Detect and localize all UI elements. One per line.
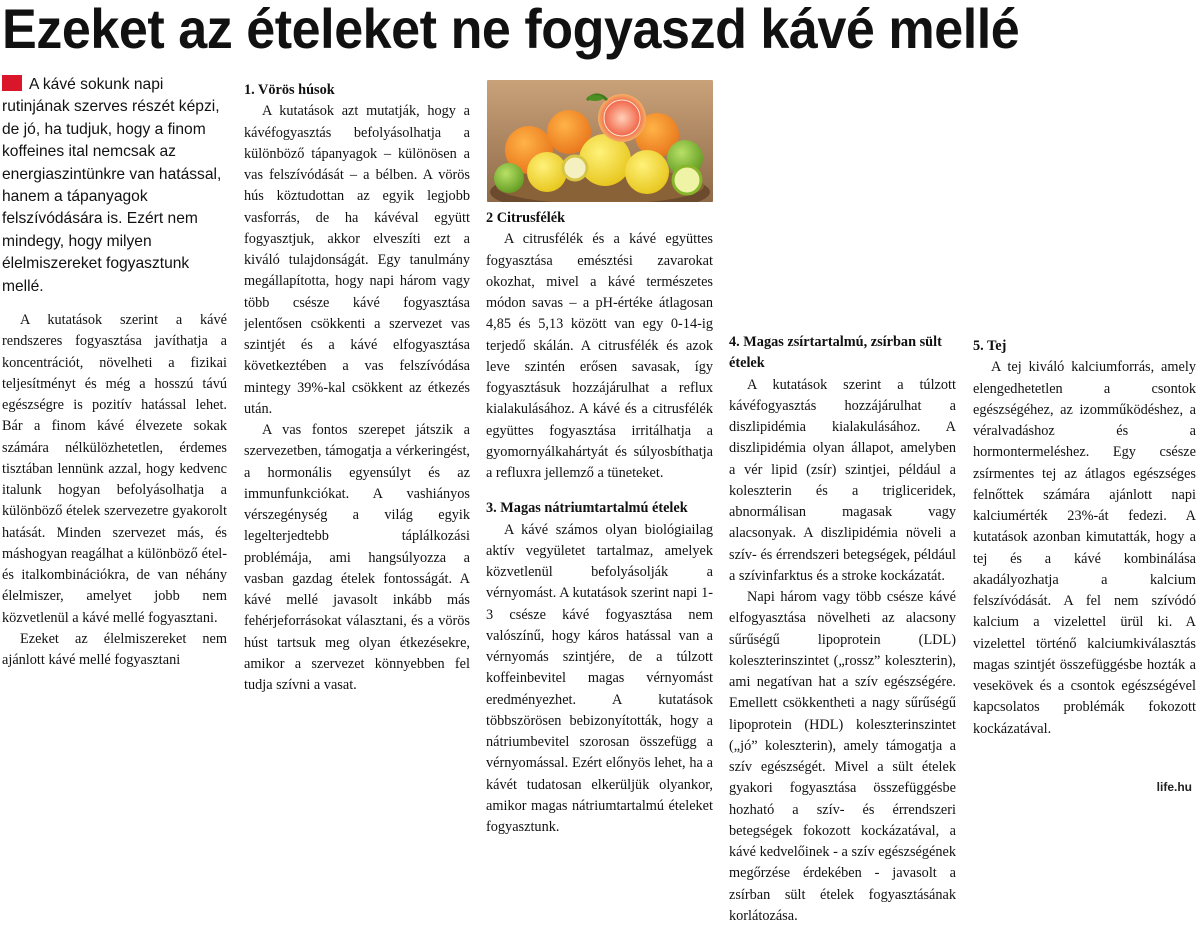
column-5: [973, 80, 1196, 740]
red-square-marker: [2, 75, 22, 91]
section-paragraph: Napi három vagy több csésze kávé elfogyasztása növelheti az alacsony sűrűségű lipoprotein (LDL) koleszterinszintet („rossz” koleszterin), ami negatívan hat a szív egészségére. Emellett csökkentheti a nagy sűrűségű lipoprotein (HDL) koleszterinszintet („jó” koleszterin), amely támogatja a szív egészségét. Mivel a sült ételek gyakori fogyasztása összefüggésbe hozható a szív- és érrendszeri betegségek fokozott kockázatával, a kávé kedvelőinek - a szív egészségének megőrzése érdekében - javasolt a zsírban sült ételek fogyasztásának korlátozása.: [729, 589, 956, 924]
column-4-continuation-space: [729, 80, 956, 332]
headline: Ezeket az ételeket ne fogyaszd kávé mellé: [2, 0, 1020, 60]
section-paragraph: A kávé számos olyan biológiailag aktív vegyületet tartalmaz, amelyek közvetlenül befolyásolják a vérnyomást. A kutatások szerint napi 1-3 csésze kávé fogyasztása nem valószínű, hogy káros hatással van a vérnyomás szintjére, de a túlzott koffeinbevitel magas vérnyomást eredményezhet. A kutatások többszörösen bebizonyították, hogy a nátriumbevitel szorosan összefügg a vérnyomással. Ezért előnyös lehet, ha a kávét tudatosan elkerüljük olyankor, amikor magas nátriumtartalmú ételeket fogyasztunk.: [486, 521, 713, 835]
column-3: [486, 208, 713, 838]
column-5-continuation-space: [973, 80, 1196, 336]
intro-paragraph: A kutatások szerint a kávé rendszeres fogyasztása javíthatja a koncentrációt, növelheti a fizikai teljesítményt és még a hosszú távú egészségre is pozitív hatással lehet. Bár a finom kávé élvezete sokak számára nélkülözhetetlen, érdemes tisztában lennünk azzal, hogy kedvenc italunk hogyan befolyásolhatja a különböző ételek szervezetre gyakorolt hatását. Minden szervezet más, és máshogyan reagálhat a különböző étel- és italkombinációkra, de van néhány élelmiszer, amelyet jobb nem közvetlenül a kávé mellé fogyasztani.: [2, 312, 227, 626]
section-paragraph: A kutatások szerint a túlzott kávéfogyasztás hozzájárulhat a diszlipidémia kialakulásához. A diszlipidémia olyan állapot, amelyben a vér lipid (zsír) szintjei, például a koleszterin és a trigliceridek, abnormálisan magasak vagy alacsonyak. A diszlipidémia növeli a szív- és érrendszeri betegségek, például a szívinfarktus és a stroke kockázatát.: [729, 376, 956, 584]
section-title-sodium: 3. Magas nátriumtartalmú ételek: [486, 500, 688, 517]
column-4: [729, 80, 956, 927]
section-title-red-meat: 1. Vörös húsok: [244, 82, 335, 98]
section-title-milk: 5. Tej: [973, 338, 1007, 354]
section-paragraph: A vas fontos szerepet játszik a szervezetben, támogatja a vérkeringést, a hormonális egyensúlyt és az immunfunkciókat. A vashiányos vérszegénység a világ egyik legelterjedtebb táplálkozási problémája, ami hangsúlyozza a vasban gazdag ételek fontosságát. A kávé mellé javasolt inkább más fehérjeforrásokat választani, és a vörös húst tartsuk meg olyan étkezésekre, amikor a szervezet könnyebben fel tudja szívni a vasat.: [244, 422, 470, 693]
section-paragraph: A kutatások azt mutatják, hogy a kávéfogyasztás befolyásolhatja a különböző tápanyagok – különösen a vas felszívódását – a bélben. A vörös hús köztudottan az egyik legjobb vasforrás, de ha kávéval együtt fogyasztjuk, akkor elveszíti ezt a kiváló tulajdonságát. Egy tanulmány megállapította, hogy napi három vagy több csésze kávé fogyasztása jelentősen csökkenti a szervezet vas szintjét és a kávé elfogyasztása következtében a vas felszívódása mintegy 39%-kal csökkent az étkezés után.: [244, 103, 470, 417]
citrus-fruit-bowl-photo: [487, 80, 713, 202]
section-paragraph: A tej kiváló kalciumforrás, amely elengedhetetlen a csontok egészségéhez, az izomműködéshez, a véralvadáshoz és a hormontermeléshez. Egy csésze zsírmentes tej az átlagos egészséges felnőttek számára ajánlott napi kalciumérték 23%-át fedezi. A kutatások azonban kimutatták, hogy a tej és a kávé kombinálása akadályozhatja a kalcium felszívódását. A fel nem szívódó kalcium a vizelettel ürül ki. A vizelettel történő kalciumkiválasztás magas szintjét összefüggésbe hozták a vesekövek és a csontok egészségével kapcsolatos problémák fokozott kockázatával.: [973, 359, 1196, 737]
lead-text: A kávé sokunk napi rutinjának szerves részét képzi, de jó, ha tudjuk, hogy a finom koffeines ital nemcsak az energiaszintünkre van hatással, hanem a tápanyagok felszívódására is. Ezért nem mindegy, hogy milyen élelmiszereket fogyasztunk mellé.: [2, 76, 222, 295]
column-1: [2, 74, 227, 671]
citrus-photo-illustration: [487, 80, 713, 202]
column-2: [244, 80, 470, 696]
source-credit: life.hu: [1156, 780, 1192, 794]
intro-paragraph: Ezeket az élelmiszereket nem ajánlott kávé mellé fogyasztani: [2, 630, 227, 669]
section-title-citrus: 2 Citrusfélék: [486, 210, 566, 226]
section-paragraph: A citrusfélék és a kávé együttes fogyasztása emésztési zavarokat okozhat, mivel a kávé természetes módon savas – a pH-értéke átlagosan 4,85 és 5,13 között van egy 0-14-ig terjedő skálán. A citrusfélék és azok leve szintén erősen savasak, így fogyasztásuk hozzájárulhat a reflux kialakulásához. A kávé és a citrusfélék együttes fogyasztása irritálhatja a gyomornyálkahártyát és súlyosbíthatja a refluxra jellemző a tüneteket.: [486, 231, 713, 481]
section-title-fried-foods: 4. Magas zsírtartalmú, zsírban sült ételek: [729, 334, 942, 372]
lead-paragraph: [2, 74, 227, 298]
